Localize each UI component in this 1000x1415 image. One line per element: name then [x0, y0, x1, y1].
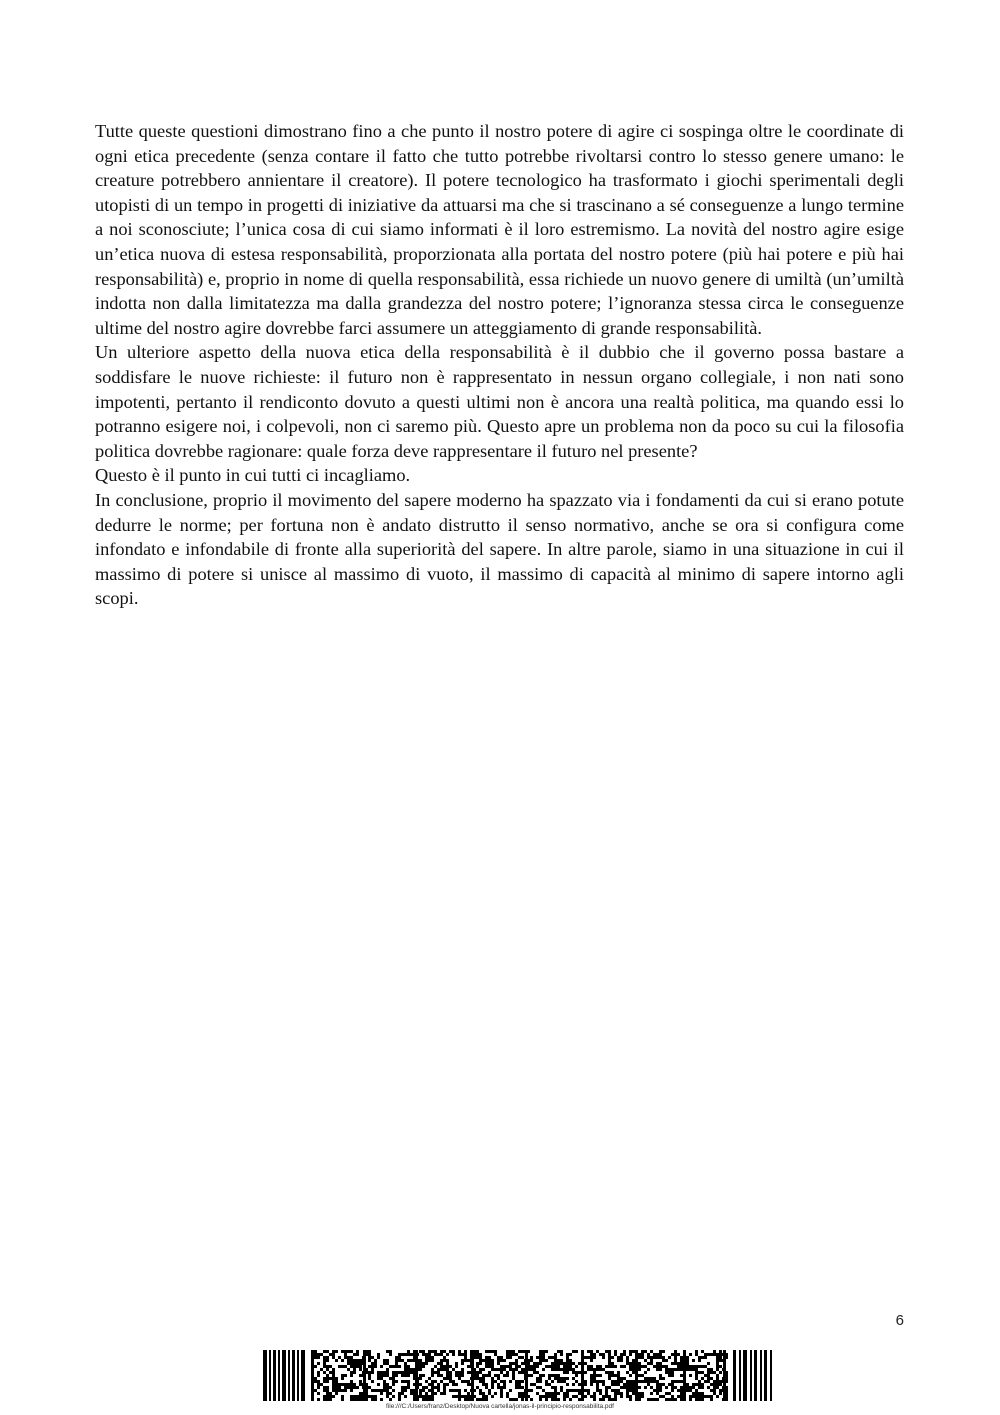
paragraph-4: In conclusione, proprio il movimento del sapere moderno ha spazzato via i fondamenti da cui si erano potute dedurre le norme; per fortuna non è andato distrutto il senso normativo, anche se ora si configura come infondato e infondabile di fronte alla superiorità del sapere. In altre parole, siamo in una situazione in cui il massimo di potere si unisce al massimo di vuoto, il massimo di capacità al minimo di sapere intorno agli scopi.: [95, 489, 904, 609]
paragraph-2: Un ulteriore aspetto della nuova etica della responsabilità è il dubbio che il governo possa bastare a soddisfare le nuove richieste: il futuro non è rappresentato in nessun organo collegiale, i non nati sono impotenti, pertanto il rendiconto dovuto a questi ultimi non è ancora una realtà politica, ma quando essi lo potranno esigere noi, i colpevoli, non ci saremo più. Questo apre un problema non da poco su cui la filosofia politica dovrebbe ragionare: quale forza deve rappresentare il futuro nel presente?: [95, 342, 904, 461]
document-body: [95, 119, 904, 611]
file-path: file:///C:/Users/franz/Desktop/Nuova cartella/jonas-il-principio-responsabilita.pdf: [386, 1403, 614, 1410]
paragraph-3: Questo è il punto in cui tutti ci incagliamo.: [95, 465, 411, 486]
page-number: 6: [895, 1312, 904, 1329]
paragraph-1: Tutte queste questioni dimostrano fino a che punto il nostro potere di agire ci sospinga oltre le coordinate di ogni etica precedente (senza contare il fatto che tutto potrebbe rivoltarsi contro lo stesso genere umano: le creature potrebbero annientare il creatore). Il potere tecnologico ha trasformato i giochi sperimentali degli utopisti di un tempo in progetti di iniziative da attuarsi ma che si trascinano a sé conseguenze a lungo termine a noi sconosciute; l’unica cosa di cui siamo informati è il loro estremismo. La novità del nostro agire esige un’etica nuova di estesa responsabilità, proporzionata alla portata del nostro potere (più hai potere e più hai responsabilità) e, proprio in nome di quella responsabilità, essa richiede un nuovo genere di umiltà (un’umiltà indotta non dalla limitatezza ma dalla grandezza del nostro potere; l’ignoranza stessa circa le conseguenze ultime del nostro agire dovrebbe farci assumere un atteggiamento di grande responsabilità.: [95, 121, 904, 338]
barcode-icon: [263, 1350, 775, 1401]
